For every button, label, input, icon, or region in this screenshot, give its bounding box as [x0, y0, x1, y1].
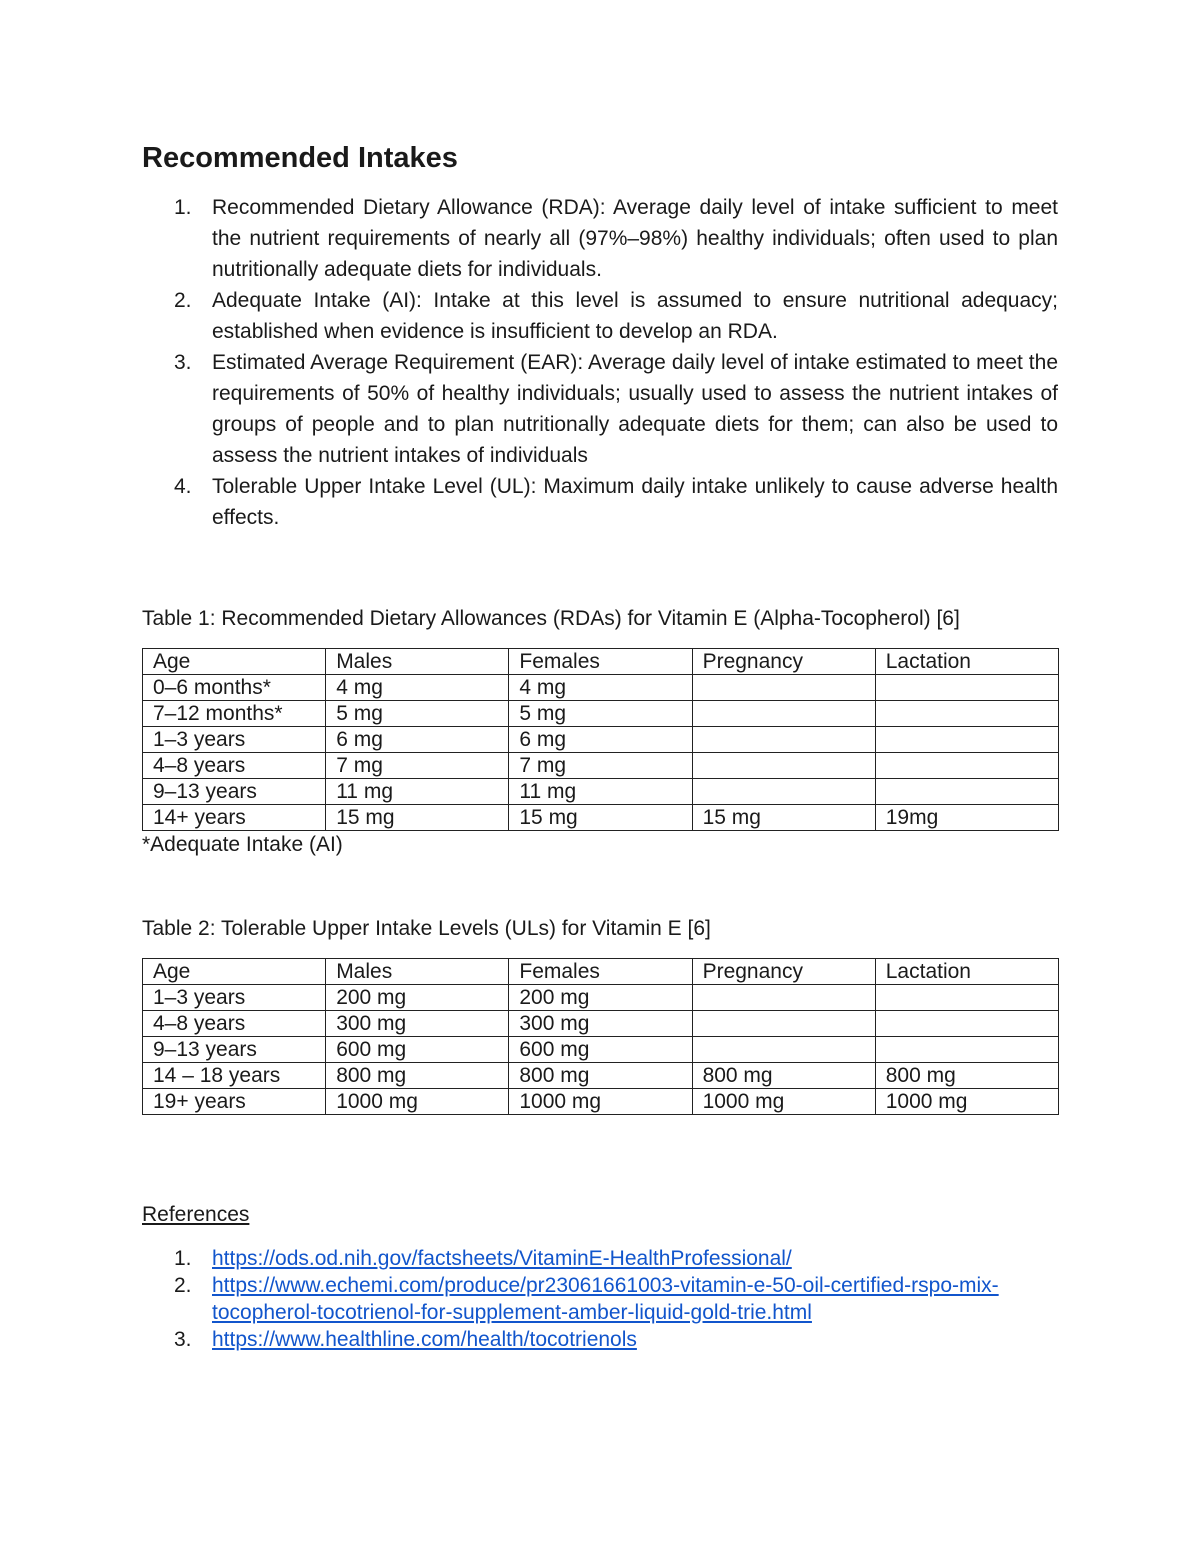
table-header-row	[143, 649, 1059, 675]
table-cell	[692, 753, 875, 779]
table-cell: 7 mg	[509, 753, 692, 779]
definition-text: Recommended Dietary Allowance (RDA): Average daily level of intake sufficient to meet the nutrient requirements of nearly all (97%–98%) healthy individuals; often used to plan nutritionally adequate diets for individuals.	[212, 196, 1058, 281]
table-cell: 15 mg	[692, 805, 875, 831]
definition-text: Estimated Average Requirement (EAR): Average daily level of intake estimated to meet the requirements of 50% of healthy individuals; usually used to assess the nutrient intakes of groups of people and to plan nutritionally adequate diets for them; can also be used to assess the nutrient intakes of individuals	[212, 351, 1058, 467]
definitions-list	[142, 192, 1058, 533]
table-cell: 300 mg	[509, 1011, 692, 1037]
table-cell	[692, 985, 875, 1011]
ul-table	[142, 958, 1059, 1115]
table-cell: 15 mg	[326, 805, 509, 831]
table-cell	[875, 675, 1058, 701]
table-row	[143, 985, 1059, 1011]
table-cell: 1000 mg	[326, 1089, 509, 1115]
table-cell	[692, 779, 875, 805]
table-row	[143, 805, 1059, 831]
references-heading: References	[142, 1203, 250, 1226]
table-row	[143, 1011, 1059, 1037]
column-header: Pregnancy	[692, 959, 875, 985]
table-cell: 200 mg	[509, 985, 692, 1011]
table-cell: 11 mg	[326, 779, 509, 805]
table1-caption: Table 1: Recommended Dietary Allowances (RDAs) for Vitamin E (Alpha-Tocopherol) [6]	[142, 607, 960, 630]
list-item: 3. https://www.healthline.com/health/tocotrienols	[174, 1328, 637, 1351]
reference-link-1[interactable]: https://ods.od.nih.gov/factsheets/VitaminE-HealthProfessional/	[212, 1247, 792, 1270]
table-cell: 9–13 years	[143, 779, 326, 805]
reference-link-2[interactable]: https://www.echemi.com/produce/pr23061661003-vitamin-e-50-oil-certified-rspo-mix-tocopherol-tocotrienol-for-supplement-amber-liquid-gold-trie.html	[212, 1274, 999, 1324]
table-cell: 4 mg	[509, 675, 692, 701]
definition-text: Tolerable Upper Intake Level (UL): Maximum daily intake unlikely to cause adverse health effects.	[212, 475, 1058, 529]
column-header: Lactation	[875, 649, 1058, 675]
table-cell: 7 mg	[326, 753, 509, 779]
table-cell	[692, 727, 875, 753]
table-cell: 4–8 years	[143, 753, 326, 779]
table-cell: 800 mg	[875, 1063, 1058, 1089]
column-header: Pregnancy	[692, 649, 875, 675]
table-cell: 6 mg	[509, 727, 692, 753]
table-cell: 1000 mg	[692, 1089, 875, 1115]
list-item: 2. Adequate Intake (AI): Intake at this level is assumed to ensure nutritional adequacy; established when evidence is insufficient to develop an RDA.	[174, 289, 1058, 343]
table-cell: 1–3 years	[143, 727, 326, 753]
table-cell: 4 mg	[326, 675, 509, 701]
table-cell	[875, 779, 1058, 805]
table-row	[143, 675, 1059, 701]
column-header: Age	[143, 649, 326, 675]
table-row	[143, 753, 1059, 779]
reference-link-3[interactable]: https://www.healthline.com/health/tocotrienols	[212, 1328, 637, 1351]
table-cell: 14+ years	[143, 805, 326, 831]
table-cell	[692, 1037, 875, 1063]
table-cell: 4–8 years	[143, 1011, 326, 1037]
list-item: 1. Recommended Dietary Allowance (RDA): Average daily level of intake sufficient to meet the nutrient requirements of nearly all (97%–98%) healthy individuals; often used to plan nutritionally adequate diets for individuals.	[174, 196, 1058, 281]
table-cell	[875, 1011, 1058, 1037]
rda-table	[142, 648, 1059, 831]
table-cell: 14 – 18 years	[143, 1063, 326, 1089]
list-item: 3. Estimated Average Requirement (EAR): Average daily level of intake estimated to meet the requirements of 50% of healthy individuals; usually used to assess the nutrient intakes of groups of people and to plan nutritionally adequate diets for them; can also be used to assess the nutrient intakes of individuals	[174, 351, 1058, 467]
table-cell	[875, 727, 1058, 753]
table-cell: 300 mg	[326, 1011, 509, 1037]
table-row	[143, 779, 1059, 805]
table-row	[143, 1037, 1059, 1063]
table-cell: 19mg	[875, 805, 1058, 831]
table2-caption: Table 2: Tolerable Upper Intake Levels (ULs) for Vitamin E [6]	[142, 917, 711, 940]
document-page	[142, 140, 1058, 1353]
table-cell: 800 mg	[326, 1063, 509, 1089]
table-cell	[875, 1037, 1058, 1063]
table-cell	[692, 1011, 875, 1037]
table-cell: 11 mg	[509, 779, 692, 805]
table-cell: 5 mg	[326, 701, 509, 727]
table-cell: 19+ years	[143, 1089, 326, 1115]
table-cell	[875, 753, 1058, 779]
definition-text: Adequate Intake (AI): Intake at this level is assumed to ensure nutritional adequacy; established when evidence is insufficient to develop an RDA.	[212, 289, 1058, 343]
table-row	[143, 1089, 1059, 1115]
table-cell: 800 mg	[509, 1063, 692, 1089]
column-header: Males	[326, 649, 509, 675]
column-header: Females	[509, 959, 692, 985]
references-list	[142, 1245, 1058, 1353]
table-cell: 5 mg	[509, 701, 692, 727]
table-cell: 1000 mg	[509, 1089, 692, 1115]
list-item: 2. https://www.echemi.com/produce/pr23061661003-vitamin-e-50-oil-certified-rspo-mix-tocopherol-tocotrienol-for-supplement-amber-liquid-gold-trie.html	[174, 1274, 999, 1324]
table-cell: 800 mg	[692, 1063, 875, 1089]
table-cell: 600 mg	[326, 1037, 509, 1063]
table-cell	[692, 675, 875, 701]
column-header: Males	[326, 959, 509, 985]
table-row	[143, 1063, 1059, 1089]
column-header: Age	[143, 959, 326, 985]
table-cell: 1–3 years	[143, 985, 326, 1011]
table-row	[143, 727, 1059, 753]
table-cell: 15 mg	[509, 805, 692, 831]
table-cell: 7–12 months*	[143, 701, 326, 727]
table-cell	[875, 985, 1058, 1011]
table1-footnote: *Adequate Intake (AI)	[142, 833, 343, 856]
column-header: Females	[509, 649, 692, 675]
table-cell: 6 mg	[326, 727, 509, 753]
column-header: Lactation	[875, 959, 1058, 985]
list-item: 1. https://ods.od.nih.gov/factsheets/VitaminE-HealthProfessional/	[174, 1247, 792, 1270]
table-cell: 600 mg	[509, 1037, 692, 1063]
list-item: 4. Tolerable Upper Intake Level (UL): Maximum daily intake unlikely to cause adverse health effects.	[174, 475, 1058, 529]
table-cell: 1000 mg	[875, 1089, 1058, 1115]
table-cell: 0–6 months*	[143, 675, 326, 701]
table-cell: 200 mg	[326, 985, 509, 1011]
table-cell: 9–13 years	[143, 1037, 326, 1063]
page-title: Recommended Intakes	[142, 142, 458, 174]
table-cell	[692, 701, 875, 727]
table-header-row	[143, 959, 1059, 985]
table-row	[143, 701, 1059, 727]
table-cell	[875, 701, 1058, 727]
